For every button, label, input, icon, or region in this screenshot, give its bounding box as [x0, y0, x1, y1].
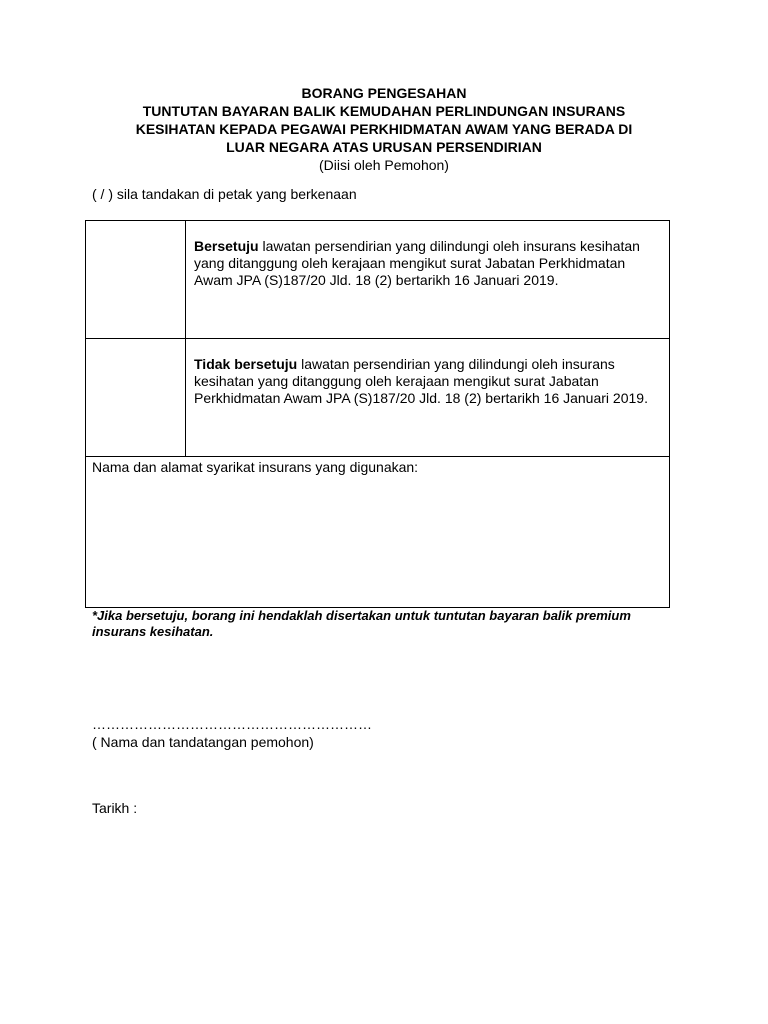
disagree-description-cell [186, 339, 670, 457]
agree-label: Bersetuju [194, 238, 259, 254]
agree-description [186, 221, 669, 289]
form-subtitle: (Diisi oleh Pemohon) [319, 157, 449, 173]
options-table [85, 220, 670, 608]
disagree-label: Tidak bersetuju [194, 356, 298, 372]
option-row-agree [86, 221, 670, 339]
footnote: *Jika bersetuju, borang ini hendaklah disertakan untuk tuntutan bayaran balik premium insurans kesihatan. [92, 608, 631, 639]
form-title: BORANG PENGESAHAN [301, 85, 467, 101]
insurance-company-row [86, 457, 670, 608]
form-header [84, 84, 684, 174]
signature-label: ( Nama dan tandatangan pemohon) [92, 734, 314, 750]
insurance-company-label: Nama dan alamat syarikat insurans yang digunakan: [92, 459, 419, 475]
form-heading-line-3: KESIHATAN KEPADA PEGAWAI PERKHIDMATAN AWAM YANG BERADA DI [135, 121, 633, 137]
disagree-checkbox-cell[interactable] [86, 339, 186, 457]
form-heading-line-2: TUNTUTAN BAYARAN BALIK KEMUDAHAN PERLINDUNGAN INSURANS [142, 103, 626, 119]
agree-text: lawatan persendirian yang dilindungi oleh insurans kesihatan yang ditanggung oleh kerajaan mengikut surat Jabatan Perkhidmatan Awam JPA (S)187/20 Jld. 18 (2) bertarikh 16 Januari 2019. [194, 238, 640, 288]
insurance-company-field[interactable] [86, 457, 670, 608]
disagree-text: lawatan persendirian yang dilindungi oleh insurans kesihatan yang ditanggung oleh kerajaan mengikut surat Jabatan Perkhidmatan Awam JPA (S)187/20 Jld. 18 (2) bertarikh 16 Januari 2019. [194, 356, 648, 406]
disagree-description [186, 339, 669, 407]
form-heading-line-4: LUAR NEGARA ATAS URUSAN PERSENDIRIAN [226, 139, 542, 155]
option-row-disagree [86, 339, 670, 457]
instruction-text: ( / ) sila tandakan di petak yang berkenaan [92, 186, 357, 202]
signature-line[interactable]: …………………………………………………… [92, 716, 372, 732]
agree-checkbox-cell[interactable] [86, 221, 186, 339]
agree-description-cell [186, 221, 670, 339]
date-label: Tarikh : [92, 800, 138, 816]
